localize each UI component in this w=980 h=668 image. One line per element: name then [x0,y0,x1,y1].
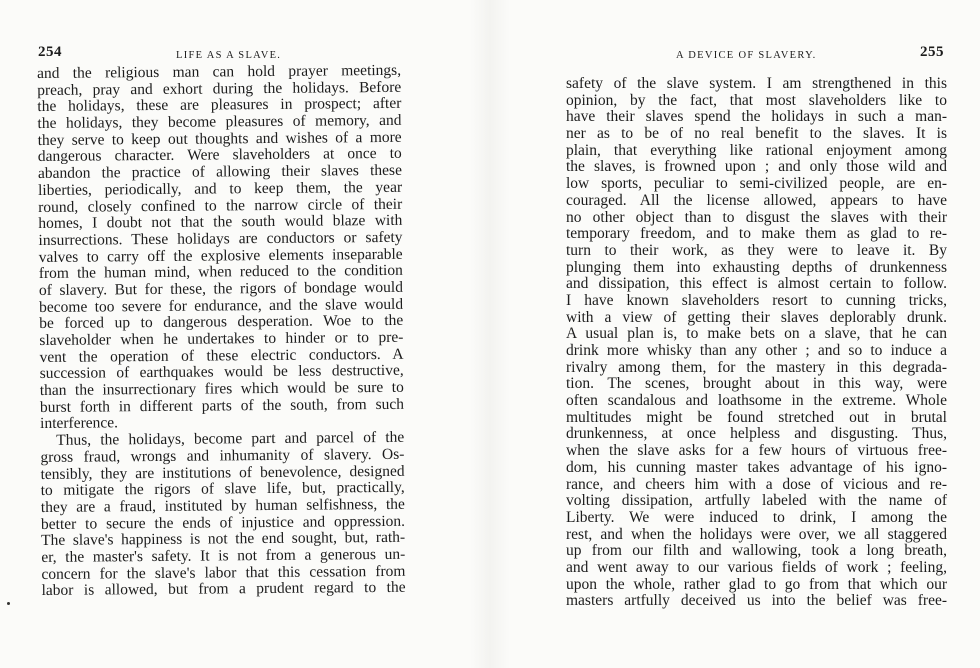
text-line: slaveholder when he undertakes to hinder or to pre- [39,328,404,349]
text-line: become too severe for endurance, and the slave would [39,295,404,316]
text-line: and dissipation, this effect is almost certain to follow. [566,275,947,293]
text-line: The slave's happiness is not the end sought, but, rath- [41,529,406,550]
text-line: plunging them into exhausting depths of drunkenness [566,258,947,276]
text-line: ner as to be of no real benefit to the slaves. It is [566,125,947,143]
text-line: multitudes might be found stretched out in brutal [566,408,947,426]
text-line: liberties, periodically, and to keep them, the year [38,178,403,199]
text-line: rivalry among them, for the mastery in this degrada- [566,358,947,376]
text-line: valves to carry off the explosive elements inseparable [38,245,403,266]
text-line: when the slave asks for a few hours of virtuous free- [566,442,947,460]
text-line: they serve to keep out thoughts and wishes of a more [37,128,402,149]
text-line: be forced up to dangerous desperation. Woe to the [39,312,404,333]
text-line: gross fraud, wrongs and inhumanity of slavery. Os- [40,445,405,466]
text-line: drink more whisky than any other ; and so to induce a [566,342,947,359]
text-line: homes, I doubt not that the south would blaze with [38,212,403,233]
text-line: tensibly, they are institutions of benevolence, designed [40,462,405,483]
text-line: masters artfully deceived us into the belief was free- [566,592,947,610]
text-line: than the insurrectionary fires which would be sure to [39,378,404,400]
page-body [566,76,947,610]
ink-speck [7,602,10,605]
text-line: succession of earthquakes would be less destructive, [39,362,404,383]
text-line: safety of the slave system. I am strengthened in this [566,75,947,92]
text-line: plain, that everything like rational enjoyment among [566,141,947,159]
text-line: and the religious man can hold prayer meetings, [36,61,402,82]
text-line: round, closely confined to the narrow circle of their [38,195,403,216]
text-line: abandon the practice of allowing their slaves these [37,161,402,183]
text-line: rest, and when the holidays were over, we all staggered [566,525,947,543]
text-line: low sports, peculiar to semi-civilized people, are en- [566,175,947,193]
text-line: rance, and cheers him with a dose of vicious and re- [566,475,947,493]
text-line: I have known slaveholders resort to cunning tricks, [566,291,947,309]
text-line: they are a fraud, instituted by human selfishness, the [40,495,405,516]
text-line: from the human mind, when reduced to the condition [38,262,403,283]
text-line: often scandalous and loathsome in the extreme. Whole [566,392,947,410]
text-line: drunkenness, at once helpless and disgusting. Thus, [566,425,947,443]
running-head: LIFE AS A SLAVE. [176,50,282,61]
text-line: volting dissipation, artfully labeled with the name of [566,492,947,510]
text-line: upon the whole, rather glad to go from that which our [566,575,947,593]
right-page [510,0,980,668]
paragraph-start-line: Thus, the holidays, become part and parcel of the [56,428,405,449]
paragraph-end-line: interference. [40,414,119,433]
page-body [37,63,406,600]
running-head: A DEVICE OF SLAVERY. [676,50,817,61]
text-line: labor is allowed, but from a prudent regard to the [41,579,406,600]
text-line: tion. The scenes, brought about in this way, were [566,375,947,393]
text-line: couraged. All the license allowed, appears to have [566,191,947,209]
page-number: 254 [38,44,62,60]
text-line: to mitigate the rigors of slave life, but, practically, [40,478,405,500]
text-line: the holidays, these are pleasures in prospect; after [37,95,402,116]
page-number: 255 [920,44,944,60]
text-line: of slavery. But for these, the rigors of bondage would [38,278,404,299]
text-line: vent the operation of these electric conductors. A [39,345,404,366]
text-line: up from our filth and wallowing, took a long breath, [566,542,947,560]
text-line: Liberty. We were induced to drink, I among the [566,508,947,526]
text-line: have their slaves spend the holidays in such a man- [566,108,947,126]
text-line: concern for the slave's labor that this cessation from [41,562,406,583]
text-line: preach, pray and exhort during the holidays. Before [37,78,402,99]
text-line: er, the master's safety. It is not from a generous un- [41,545,406,566]
text-line: opinion, by the fact, that most slaveholders like to [566,91,947,109]
text-line: dom, his cunning master takes advantage of his igno- [566,458,947,476]
text-line: A usual plan is, to make bets on a slave, that he can [566,325,947,343]
text-line: no other object than to disgust the slaves with their [566,208,947,226]
left-page [0,0,470,668]
text-line: dangerous character. Were slaveholders at once to [37,145,402,166]
book-gutter [470,0,510,668]
text-line: turn to their work, as they were to leave it. By [566,241,947,259]
text-line: insurrections. These holidays are conductors or safety [38,228,403,249]
text-line: the holidays, they become pleasures of memory, and [37,111,402,133]
text-line: burst forth in different parts of the south, from such [39,395,405,416]
text-line: the slaves, is frowned upon ; and only those wild and [566,158,947,176]
text-line: temporary freedom, and to make them as glad to re- [566,225,947,243]
text-line: better to secure the ends of injustice and oppression. [40,512,406,533]
text-line: with a view of getting their slaves deplorably drunk. [566,308,947,326]
text-line: and went away to our various fields of work ; feeling, [566,558,947,576]
